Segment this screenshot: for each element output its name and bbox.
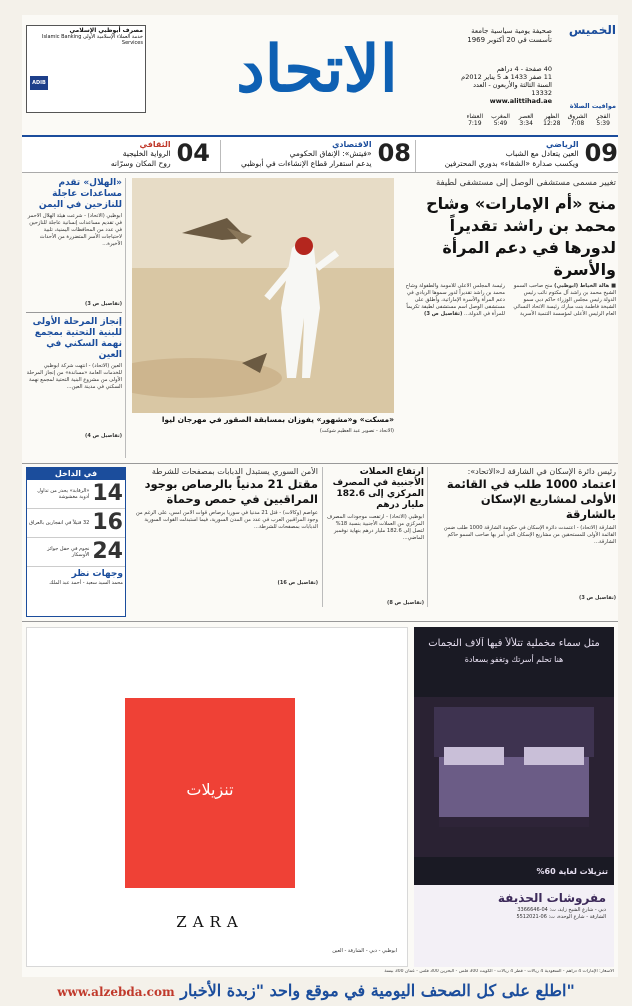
- photo-caption: «مسكت» و«مشهور» يفوزان بمسابقة الصقور في مهرجان ليوا: [161, 415, 394, 424]
- price-list: الأسعار: الإمارات 4 دراهم - السعودية 4 ريالات - قطر 4 ريالات - الكويت 300 فلس - البحرين 300 فلس - عمان 300 بيسة: [384, 969, 614, 974]
- syria-continue-link[interactable]: (تفاصيل ص 16): [277, 580, 318, 586]
- teaser-line: روح المكان وسرّانه: [110, 159, 171, 168]
- lead-body: [400, 283, 616, 455]
- syria-kicker: الأمن السوري يستبدل الدبابات بمصفحات للشرطة: [151, 467, 318, 476]
- falcon-photo: [132, 178, 394, 413]
- prayer-time: 5:49: [493, 120, 508, 127]
- furniture-subslogan: هنا تحلم أسرتك وتغفو بسعادة: [464, 655, 564, 664]
- bank-ad-text: خدمة العملاء الإسلامية الأولى Islamic Banking Services: [41, 34, 143, 46]
- prayer-name: العصر: [518, 113, 534, 120]
- teaser-economy[interactable]: [220, 140, 416, 172]
- sidebar-continue-link[interactable]: (تفاصيل ص 4): [85, 432, 122, 439]
- teaser-section: الثقافي: [139, 140, 171, 149]
- prayer-name: الشروق: [567, 113, 588, 120]
- zara-logo: ZARA: [176, 913, 244, 931]
- teaser-page-number: 04: [176, 140, 210, 167]
- prayer-time: 7:08: [570, 120, 585, 127]
- opinion-box[interactable]: [27, 567, 125, 589]
- zara-red-panel: [125, 698, 295, 888]
- ads-divider: [22, 621, 618, 622]
- zara-advertisement[interactable]: [26, 627, 408, 967]
- prayer-item: [462, 113, 488, 131]
- issue-line: 11 صفر 1433 هـ 5 يناير 2012م: [461, 73, 552, 81]
- index-page-number: 16: [92, 510, 123, 535]
- teaser-strip: [22, 135, 618, 173]
- furniture-slogan: مثل سماء مخملية تتلألأ فيها آلاف النجمات: [428, 638, 600, 649]
- prayer-time: 12:28: [543, 120, 561, 127]
- teaser-culture[interactable]: [22, 140, 214, 172]
- pub-type-line: صحيفة يومية سياسية جامعة: [471, 27, 552, 35]
- sidebar-continue-link[interactable]: (تفاصيل ص 3): [85, 301, 122, 307]
- index-header: في الداخل: [27, 468, 125, 480]
- sidebar-story-text: العين (الاتحاد) - انتهت شركة أبوظبي للخدمات العامة «مساندة» من إنجاز المرحلة الأولى من مشروع البنية التحتية لمجمع نهمة السكني في مدينة العين...: [26, 362, 122, 390]
- teaser-page-number: 09: [584, 140, 618, 167]
- teaser-line: العين يتعادل مع الشباب: [505, 149, 579, 158]
- teaser-line: يدعم استقرار قطاع الإنشاءات في أبوظبي: [240, 159, 372, 168]
- publication-type: [462, 27, 552, 45]
- prayer-times: [462, 113, 616, 131]
- inside-index: [26, 467, 126, 617]
- teaser-section: الاقتصادي: [332, 140, 372, 149]
- bank-advertisement[interactable]: [26, 25, 146, 113]
- housing-kicker: رئيس دائرة الإسكان في الشارقة لـ«الاتحاد»:: [467, 467, 616, 476]
- newspaper-page: [22, 15, 618, 977]
- currency-headline[interactable]: ارتفاع العملات الأجنبية في المصرف المركزي إلى 182.6 مليار درهم: [332, 467, 424, 510]
- footer-site: www.alzebda.com: [57, 985, 175, 999]
- sidebar-story-title[interactable]: إنجاز المرحلة الأولى للبنية التحتية بمجمع نهمة السكني في العين: [32, 316, 122, 360]
- founded-line: تأسست في 20 أكتوبر 1969: [467, 36, 552, 44]
- syria-headline[interactable]: مقتل 21 مدنياً بالرصاص بوجود المراقبين في حمص وحماة: [144, 477, 318, 506]
- housing-text: الشارقة (الاتحاد) - اعتمدت دائرة الإسكان في حكومة الشارقة 1000 طلب ضمن القائمة الأولى للمستحقين من مشاريع الإسكان التي أمر بها صاحب السمو حاكم الشارقة...: [443, 525, 616, 545]
- furniture-footer: [414, 885, 614, 967]
- sidebar-story-text: أبوظبي (الاتحاد) - شرعت هيئة الهلال الأحمر في تقديم مساعدات إنسانية عاجلة للنازحين في عدد من المحافظات اليمنية، تلبية لاحتياجات الأسر المتضررة من الأحداث الأخيرة...: [27, 213, 122, 247]
- prayer-times-title: مواقيت الصلاة: [569, 102, 616, 110]
- prayer-name: العشاء: [466, 113, 483, 120]
- prayer-name: المغرب: [491, 113, 510, 120]
- index-text: «الرقابة» يحذر من تداول أدوية مغشوشة: [37, 487, 90, 500]
- story-housing: [434, 467, 616, 607]
- prayer-time: 7:19: [468, 120, 482, 127]
- story-syria: [132, 467, 318, 607]
- zara-tagline: تنزيلات: [186, 780, 234, 799]
- falcon-photo-image: [132, 178, 394, 413]
- bed-illustration: [414, 697, 614, 857]
- lead-byline: ■ هالة الخياط (أبوظبي): [554, 283, 616, 289]
- index-page-number: 24: [92, 539, 123, 564]
- furniture-logo: مفروشات الحذيفة: [497, 891, 606, 905]
- zara-locations: أبوظبي - دبي - الشارقة - العين: [332, 948, 397, 954]
- issue-line: 40 صفحة - 4 دراهم: [496, 65, 552, 73]
- bank-logo-icon: ADIB: [30, 76, 48, 90]
- footer-text: اطلع على كل الصحف اليومية في موقع واحد "زبدة الأخبار": [180, 981, 575, 1000]
- furniture-sale: تنزيلات لغاية 60%: [536, 867, 608, 876]
- index-item[interactable]: [27, 509, 125, 538]
- issue-line: السنة الثالثة والأربعون - العدد 13332: [473, 81, 552, 97]
- section-divider: [22, 463, 618, 464]
- furniture-address: دبي - شارع الشيخ زايد، ت: 04-3366646: [517, 907, 606, 913]
- prayer-item: [513, 113, 539, 131]
- story-currency: [322, 467, 428, 607]
- index-text: نجوم في حفل جوائز الأوسكار: [47, 545, 90, 558]
- teaser-line: الرواية الخليجية: [122, 149, 171, 158]
- housing-continue-link[interactable]: (تفاصيل ص 3): [579, 595, 616, 601]
- prayer-name: الظهر: [544, 113, 560, 120]
- sidebar-column: [26, 178, 126, 458]
- housing-headline[interactable]: اعتماد 1000 طلب في القائمة الأولى لمشاريع الإسكان بالشارقة: [446, 477, 616, 521]
- index-item[interactable]: [27, 480, 125, 509]
- teaser-line: «فيتش»: الإنفاق الحكومي: [289, 149, 372, 158]
- index-item[interactable]: [27, 538, 125, 567]
- prayer-time: 3:34: [519, 120, 533, 127]
- index-page-number: 14: [92, 481, 123, 506]
- newspaper-logo: الاتحاد: [236, 35, 398, 107]
- prayer-item: [590, 113, 616, 131]
- divider: [26, 312, 122, 313]
- lead-headline[interactable]: منح «أم الإمارات» وشاح محمد بن راشد تقديراً لدورها في دعم المرأة والأسرة: [426, 194, 616, 279]
- sidebar-story-title[interactable]: «الهلال» تقدم مساعدات عاجلة للنازحين في اليمن: [38, 178, 122, 210]
- currency-text: أبوظبي (الاتحاد) - ارتفعت موجودات المصرف المركزي من العملات الأجنبية بنسبة 18% لتصل إلى 182.6 مليار درهم بنهاية نوفمبر الماضي...: [326, 514, 424, 541]
- issue-info: [452, 65, 552, 105]
- teaser-page-number: 08: [377, 140, 411, 167]
- furniture-address: الشارقة - شارع الوحدة، ت: 06-5512021: [516, 913, 606, 920]
- bank-ad-title: مصرف أبوظبي الإسلامي: [69, 27, 143, 34]
- teaser-sport[interactable]: [422, 140, 618, 172]
- lead-kicker: تغيير مسمى مستشفى الوصل إلى مستشفى لطيفة: [436, 178, 616, 188]
- teaser-line: ويكسب صدارة «الشقاء» بدوري المحترفين: [444, 159, 579, 168]
- prayer-item: [539, 113, 565, 131]
- index-text: 32 قتيلاً في انفجارين بالعراق: [29, 519, 90, 526]
- footer-banner[interactable]: [0, 978, 632, 1004]
- opinion-title: وجهات نظر: [71, 569, 123, 579]
- prayer-name: الفجر: [596, 113, 611, 120]
- opinion-text: محمد السيد سعيد - أحمد عبد الملك: [49, 580, 123, 586]
- syria-text: عواصم (وكالات) - قتل 21 مدنياً في سوريا برصاص قوات الأمن أمس، على الرغم من وجود المراقبين العرب في عدد من المدن السورية، فيما استبدلت القوات السورية الدبابات بمصفحات للشرطة...: [135, 510, 318, 530]
- website: www.alittihad.ae: [489, 97, 552, 105]
- lead-text: منح صاحب السمو الشيخ محمد بن راشد آل مكتوم نائب رئيس الدولة رئيس مجلس الوزراء حاكم دبي سمو الشيخة فاطمة بنت مبارك رئيسة الاتحاد النسائي العام الرئيس الأعلى لمؤسسة التنمية الأسرية رئيسة المجلس الأعلى للأمومة والطفولة وشاح محمد بن راشد تقديراً لدور سموها الريادي في دعم المرأة والأسرة الإماراتية، وأطلق على مستشفى الوصل اسم مستشفى لطيفة تكريماً للمرأة في الدولة...: [405, 283, 616, 317]
- prayer-time: 5:39: [596, 120, 610, 127]
- furniture-advertisement[interactable]: [414, 627, 614, 967]
- prayer-item: [488, 113, 514, 131]
- weekday: الخميس: [568, 23, 616, 37]
- prayer-item: [565, 113, 591, 131]
- currency-continue-link[interactable]: (تفاصيل ص 8): [387, 600, 424, 606]
- photo-credit: (الاتحاد - تصوير عبد العظيم شوكت): [319, 428, 394, 434]
- teaser-section: الرياضي: [546, 140, 579, 149]
- lead-continue-link[interactable]: (تفاصيل ص 3): [424, 311, 463, 317]
